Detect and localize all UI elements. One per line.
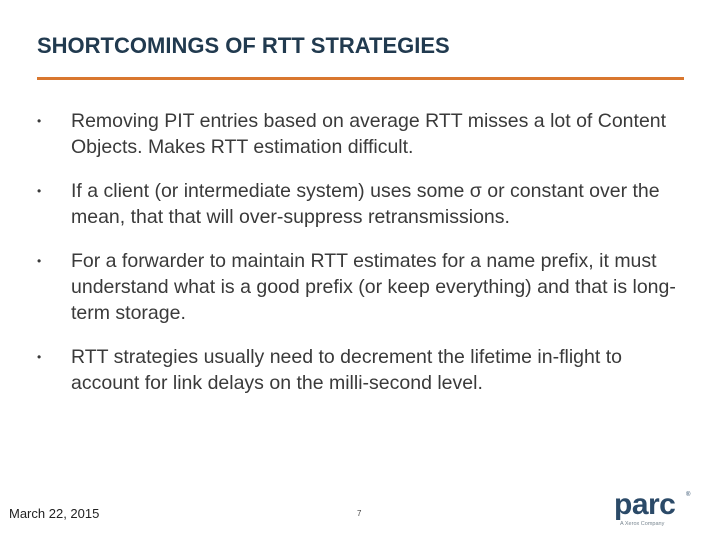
logo-tagline: A Xerox Company: [620, 521, 665, 527]
title-divider: [37, 77, 684, 80]
registered-mark: ®: [686, 492, 691, 498]
bullet-text: If a client (or intermediate system) uses some σ or constant over the mean, that that will over-suppress retransmissions.: [71, 180, 660, 228]
parc-logo: [614, 488, 694, 530]
bullet-list: [37, 108, 677, 414]
bullet-icon: •: [37, 184, 42, 198]
bullet-icon: •: [37, 350, 42, 364]
page-number: 7: [357, 509, 362, 518]
logo-wordmark: parc: [614, 488, 676, 521]
bullet-item: [37, 344, 677, 396]
slide-title: SHORTCOMINGS OF RTT STRATEGIES: [37, 33, 450, 58]
bullet-icon: •: [37, 254, 42, 268]
bullet-item: [37, 248, 677, 326]
bullet-text: For a forwarder to maintain RTT estimates for a name prefix, it must understand what is a good prefix (or keep everything) and that is long-term storage.: [71, 250, 676, 324]
footer-date: March 22, 2015: [9, 506, 100, 521]
bullet-item: [37, 178, 677, 230]
bullet-text: RTT strategies usually need to decrement the lifetime in-flight to account for link delays on the milli-second level.: [71, 346, 622, 394]
bullet-item: [37, 108, 677, 160]
bullet-text: Removing PIT entries based on average RTT misses a lot of Content Objects. Makes RTT estimation difficult.: [71, 110, 667, 158]
bullet-icon: •: [37, 114, 42, 128]
